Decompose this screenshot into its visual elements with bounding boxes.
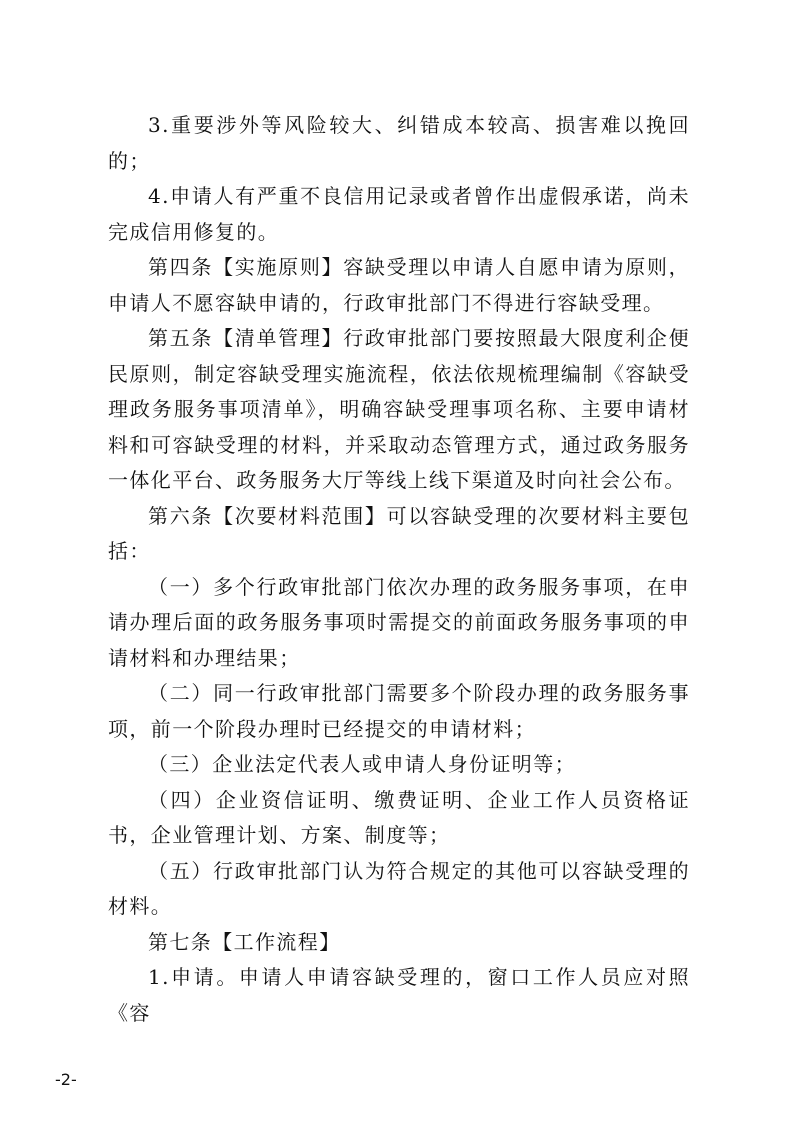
article-5-paragraph: 第五条【清单管理】行政审批部门要按照最大限度利企便民原则，制定容缺受理实施流程，依法依规梳理编制《容缺受理政务服务事项清单》，明确容缺受理事项名称、主要申请材料和可容缺受理的材料，并采取动态管理方式，通过政务服务一体化平台、政务服务大厅等线上线下渠道及时向社会公布。 — [108, 326, 690, 492]
document-body — [108, 108, 690, 1031]
article-7-heading: 第七条【工作流程】 — [148, 929, 341, 954]
subitem-2-paragraph: （二）同一行政审批部门需要多个阶段办理的政务服务事项，前一个阶段办理时已经提交的申请材料； — [108, 681, 690, 741]
subitem-3-paragraph: （三）企业法定代表人或申请人身份证明等； — [148, 752, 576, 776]
subitem-4-paragraph: （四）企业资信证明、缴费证明、企业工作人员资格证书，企业管理计划、方案、制度等； — [108, 787, 690, 847]
paragraph-item-4: 4.申请人有严重不良信用记录或者曾作出虚假承诺，尚未完成信用修复的。 — [108, 184, 690, 244]
article-6-paragraph: 第六条【次要材料范围】可以容缺受理的次要材料主要包括： — [108, 503, 690, 563]
paragraph-item-3: 3.重要涉外等风险较大、纠错成本较高、损害难以挽回的； — [108, 113, 690, 173]
article-4-paragraph: 第四条【实施原则】容缺受理以申请人自愿申请为原则，申请人不愿容缺申请的，行政审批部门不得进行容缺受理。 — [108, 255, 690, 315]
procedure-step-1-paragraph: 1.申请。申请人申请容缺受理的，窗口工作人员应对照《容 — [108, 965, 690, 1025]
subitem-5-paragraph: （五）行政审批部门认为符合规定的其他可以容缺受理的材料。 — [108, 858, 690, 918]
subitem-1-paragraph: （一）多个行政审批部门依次办理的政务服务事项，在申请办理后面的政务服务事项时需提交的前面政务服务事项的申请材料和办理结果； — [108, 574, 690, 670]
page-number: -2- — [55, 1070, 77, 1089]
